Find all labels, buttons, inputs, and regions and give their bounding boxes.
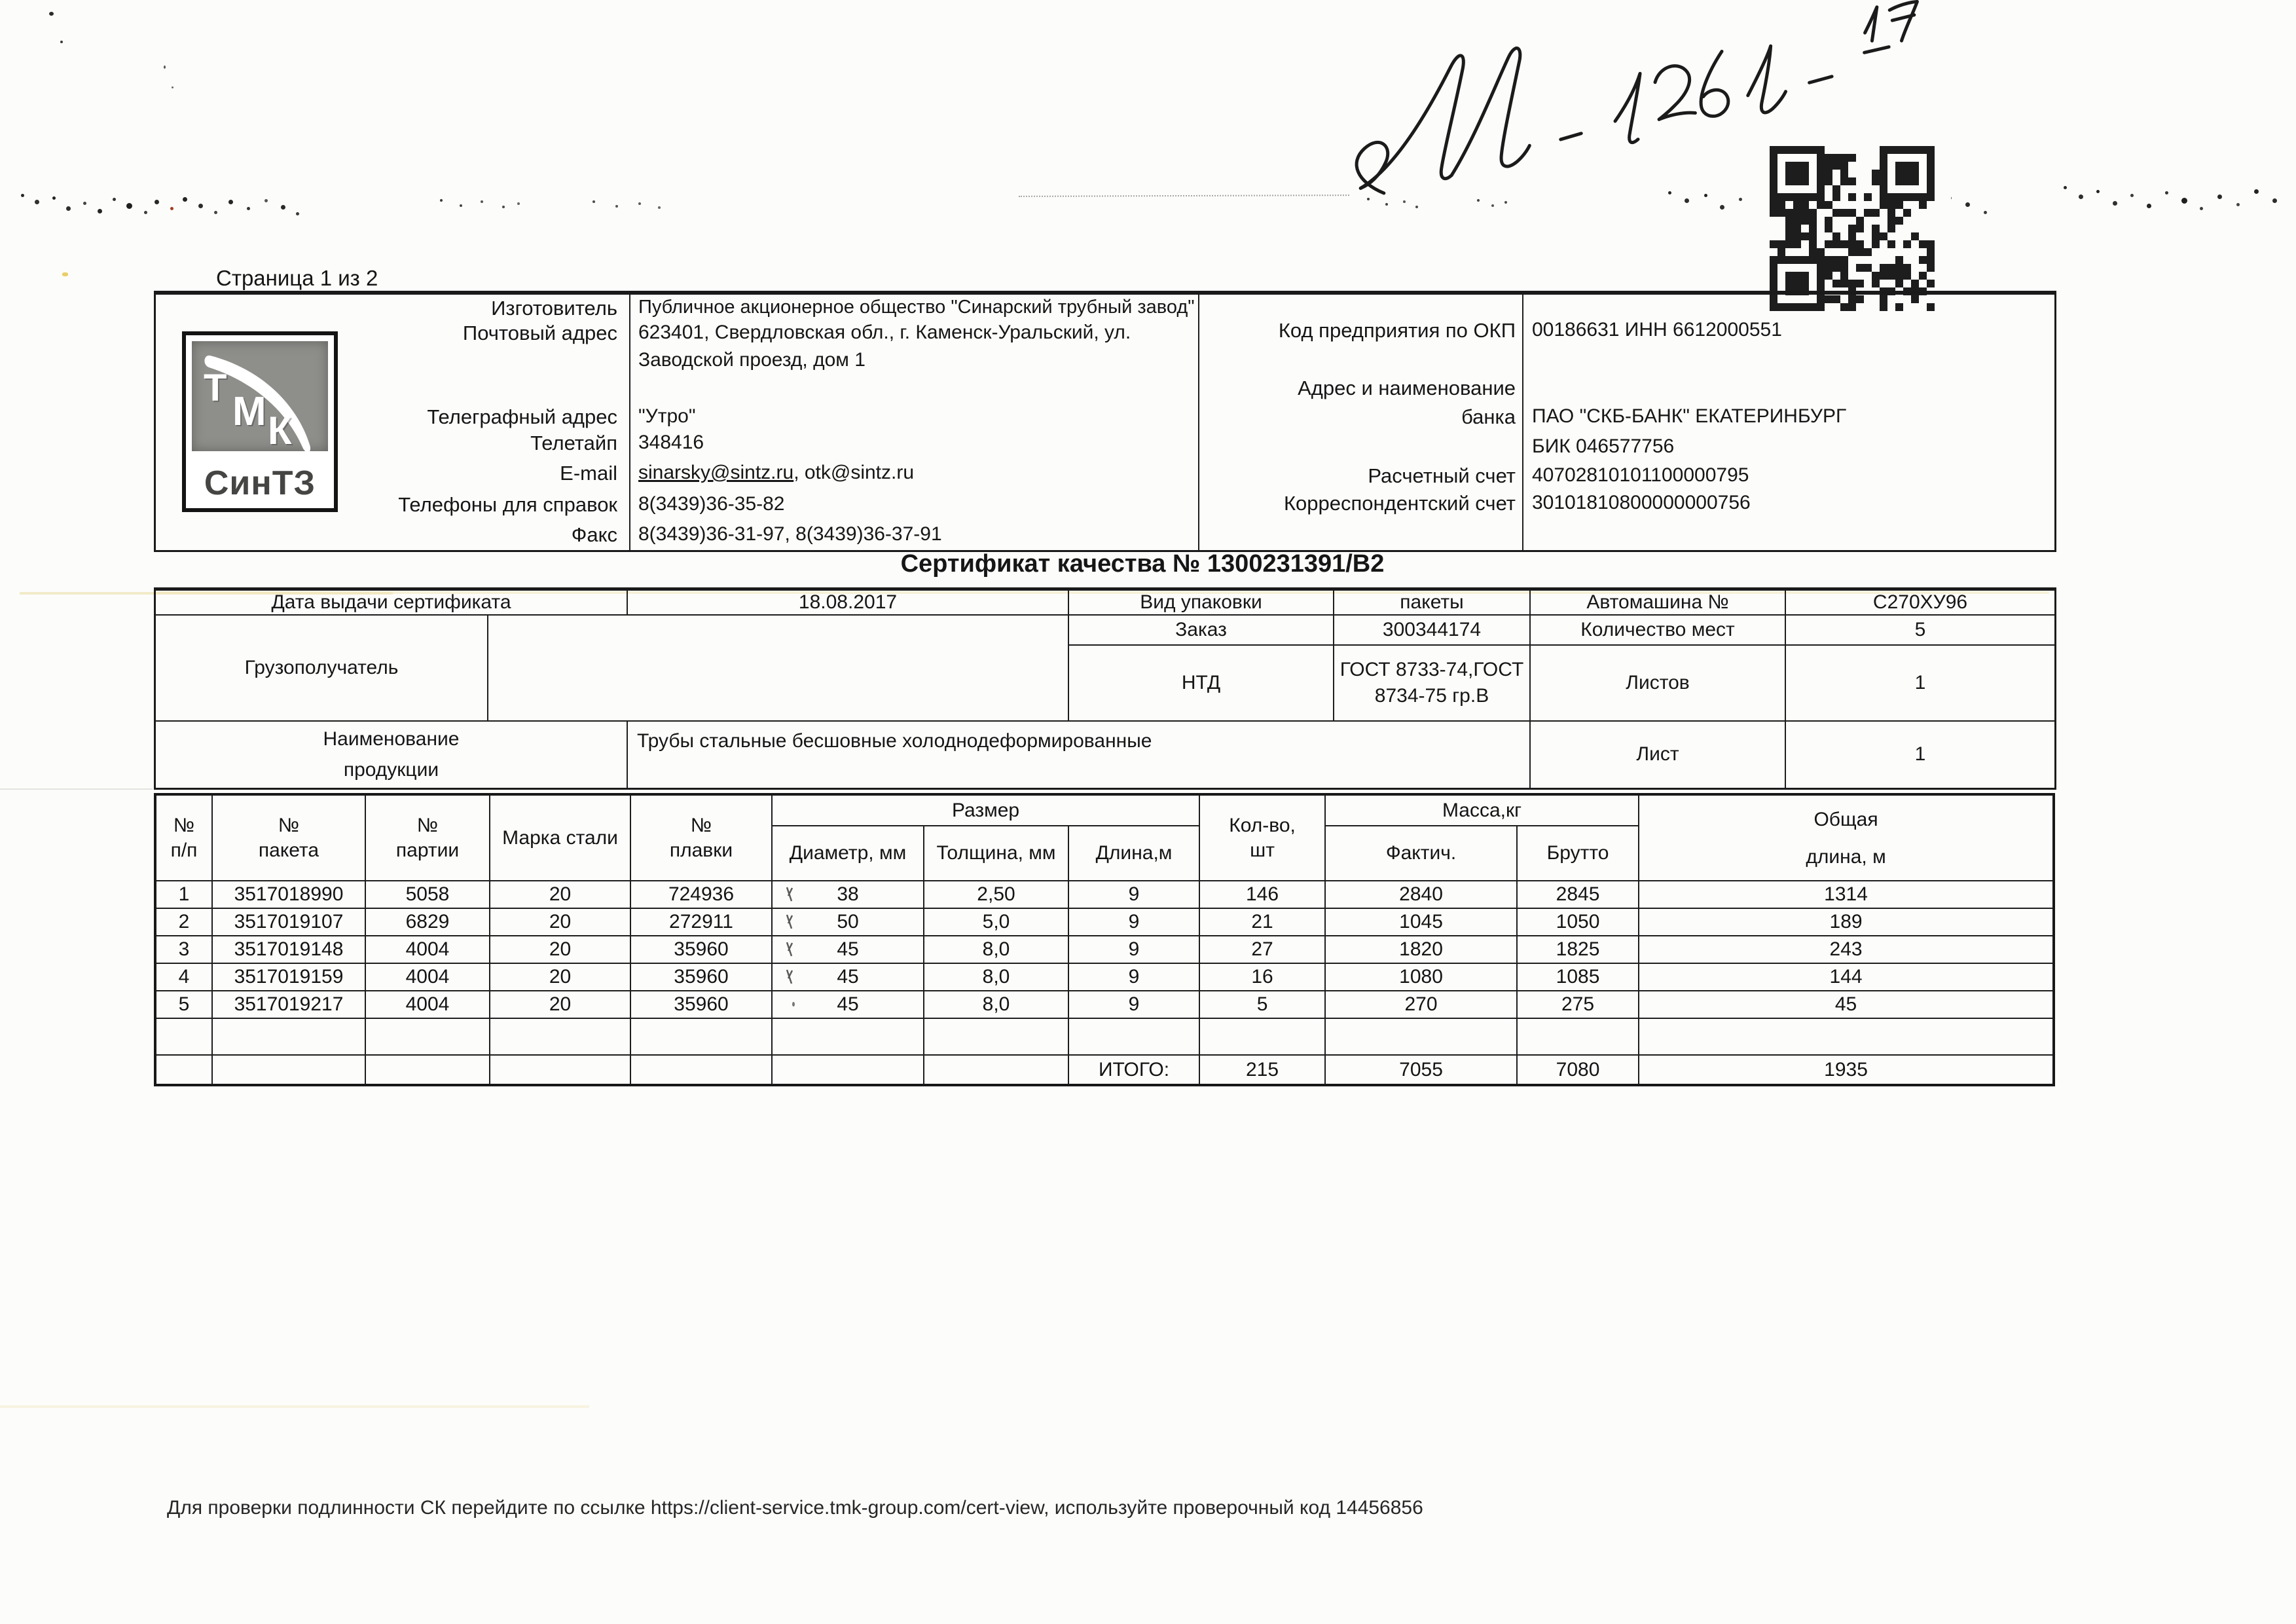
email-label: E-mail bbox=[560, 462, 617, 485]
cell-fact: 270 bbox=[1325, 991, 1517, 1018]
scan-noise-band bbox=[592, 200, 595, 203]
table-row bbox=[155, 963, 2054, 991]
cell-num: 3 bbox=[155, 936, 212, 963]
corr-account-value: 30101810800000000756 bbox=[1532, 492, 1751, 513]
cell-qty: 16 bbox=[1199, 963, 1325, 991]
cell-batch: 4004 bbox=[365, 991, 490, 1018]
cell-melt: 35960 bbox=[630, 936, 772, 963]
cell-num: 2 bbox=[155, 908, 212, 936]
cell-fact: 1045 bbox=[1325, 908, 1517, 936]
scan-dotted-line bbox=[1019, 194, 1349, 197]
handwritten-mark bbox=[792, 1002, 795, 1006]
cell-batch: 6829 bbox=[365, 908, 490, 936]
logo-letter-t: Т bbox=[204, 367, 227, 409]
cell-steel: 20 bbox=[490, 936, 630, 963]
cell-package: 3517019217 bbox=[212, 991, 365, 1018]
col-header-steel: Марка стали bbox=[490, 794, 630, 881]
okp-value: 00186631 ИНН 6612000551 bbox=[1532, 319, 1782, 341]
cell-steel: 20 bbox=[490, 908, 630, 936]
cell-qty: 27 bbox=[1199, 936, 1325, 963]
cell-num: 5 bbox=[155, 991, 212, 1018]
telegraph-value: "Утро" bbox=[638, 405, 696, 427]
cell-length: 9 bbox=[1068, 991, 1199, 1018]
cell-thickness: 8,0 bbox=[924, 936, 1068, 963]
cell-total-length: 243 bbox=[1639, 936, 2054, 963]
totals-row bbox=[155, 1055, 2054, 1085]
table-row bbox=[155, 881, 2054, 908]
telegraph-label: Телеграфный адрес bbox=[427, 405, 617, 428]
handwritten-tick bbox=[784, 885, 797, 904]
sheet-label-cell: Лист bbox=[1531, 722, 1786, 788]
email-address: sinarsky@sintz.ru bbox=[638, 462, 794, 483]
product-label-cell bbox=[156, 722, 628, 788]
table-row bbox=[155, 936, 2054, 963]
totals-fact: 7055 bbox=[1325, 1055, 1517, 1085]
date-value-cell: 18.08.2017 bbox=[628, 591, 1069, 616]
email-value bbox=[638, 462, 914, 484]
order-label-cell: Заказ bbox=[1069, 616, 1334, 646]
cell-length: 9 bbox=[1068, 881, 1199, 908]
cell-total-length: 144 bbox=[1639, 963, 2054, 991]
cell-length: 9 bbox=[1068, 936, 1199, 963]
certificate-info-table bbox=[154, 587, 2056, 790]
bank-name-value: ПАО "СКБ-БАНК" ЕКАТЕРИНБУРГ bbox=[1532, 405, 1847, 427]
order-value-cell: 300344174 bbox=[1334, 616, 1531, 646]
cell-gross: 1825 bbox=[1517, 936, 1639, 963]
cell-gross: 2845 bbox=[1517, 881, 1639, 908]
fax-label: Факс bbox=[571, 523, 617, 546]
col-header-total-length: Общая длина, м bbox=[1639, 794, 2054, 881]
scan-speck bbox=[49, 12, 54, 16]
col-header-melt: № плавки bbox=[630, 794, 772, 881]
sheet-value-cell: 1 bbox=[1914, 743, 1926, 766]
product-value-cell bbox=[628, 722, 1531, 788]
cell-melt: 272911 bbox=[630, 908, 772, 936]
totals-qty: 215 bbox=[1199, 1055, 1325, 1085]
cell-fact: 1820 bbox=[1325, 936, 1517, 963]
cell-diameter: 38 bbox=[772, 881, 924, 908]
truck-value-cell: С270ХУ96 bbox=[1786, 591, 2054, 616]
cell-gross: 1050 bbox=[1517, 908, 1639, 936]
cell-thickness: 8,0 bbox=[924, 963, 1068, 991]
divider bbox=[629, 295, 630, 550]
handwritten-tick bbox=[784, 913, 797, 931]
group-header-mass: Масса,кг bbox=[1325, 794, 1639, 826]
sheets-value-cell: 1 bbox=[1786, 646, 2054, 722]
phones-value: 8(3439)36-35-82 bbox=[638, 493, 785, 515]
col-header-package: № пакета bbox=[212, 794, 365, 881]
col-header-num: № п/п bbox=[155, 794, 212, 881]
certificate-title: Сертификат качества № 1300231391/В2 bbox=[900, 550, 1385, 578]
cell-package: 3517019148 bbox=[212, 936, 365, 963]
totals-length: 1935 bbox=[1639, 1055, 2054, 1085]
cell-thickness: 5,0 bbox=[924, 908, 1068, 936]
cell-diameter: 50 bbox=[772, 908, 924, 936]
consignee-value-cell bbox=[488, 616, 1069, 722]
scan-noise-band bbox=[2064, 186, 2067, 189]
col-header-thickness: Толщина, мм bbox=[924, 826, 1068, 881]
manufacturer-label: Изготовитель bbox=[491, 297, 617, 320]
cell-qty: 21 bbox=[1199, 908, 1325, 936]
cell-num: 4 bbox=[155, 963, 212, 991]
consignee-label-cell: Грузополучатель bbox=[156, 616, 488, 722]
cell-steel: 20 bbox=[490, 991, 630, 1018]
email-address-2: , otk@sintz.ru bbox=[793, 462, 915, 483]
account-value: 40702810101100000795 bbox=[1532, 464, 1749, 486]
cell-batch: 4004 bbox=[365, 936, 490, 963]
teletype-label: Телетайп bbox=[530, 432, 617, 454]
date-label-cell: Дата выдачи сертификата bbox=[156, 591, 628, 616]
scan-speck bbox=[172, 86, 173, 88]
corr-account-label: Корреспондентский счет bbox=[1284, 492, 1516, 515]
cell-thickness: 8,0 bbox=[924, 991, 1068, 1018]
header-box bbox=[154, 291, 2056, 552]
group-header-size: Размер bbox=[772, 794, 1199, 826]
divider bbox=[1198, 295, 1199, 550]
cell-package: 3517018990 bbox=[212, 881, 365, 908]
cell-melt: 35960 bbox=[630, 991, 772, 1018]
logo-letter-m: М bbox=[232, 389, 266, 434]
table-header-row bbox=[155, 794, 2054, 826]
handwritten-tick bbox=[784, 968, 797, 986]
cell-num: 1 bbox=[155, 881, 212, 908]
ntd-label-cell: НТД bbox=[1069, 646, 1334, 722]
cell-melt: 724936 bbox=[630, 881, 772, 908]
product-name: Трубы стальные бесшовные холоднодеформированные bbox=[637, 730, 1152, 752]
scan-noise-band bbox=[440, 199, 443, 202]
cell-fact: 1080 bbox=[1325, 963, 1517, 991]
col-header-fact: Фактич. bbox=[1325, 826, 1517, 881]
cell-package: 3517019159 bbox=[212, 963, 365, 991]
verification-footer: Для проверки подлинности СК перейдите по ссылке https://client-service.tmk-group.com/cert-view, используйте проверочный код 14456856 bbox=[167, 1497, 1423, 1519]
col-header-gross: Брутто bbox=[1517, 826, 1639, 881]
scan-artifact-line bbox=[0, 788, 153, 790]
col-header-batch: № партии bbox=[365, 794, 490, 881]
page-label: Страница 1 из 2 bbox=[216, 266, 378, 290]
cell-length: 9 bbox=[1068, 908, 1199, 936]
totals-gross: 7080 bbox=[1517, 1055, 1639, 1085]
col-header-diameter: Диаметр, мм bbox=[772, 826, 924, 881]
cell-thickness: 2,50 bbox=[924, 881, 1068, 908]
col-header-qty: Кол-во, шт bbox=[1199, 794, 1325, 881]
cell-diameter: 45 bbox=[772, 936, 924, 963]
cell-qty: 146 bbox=[1199, 881, 1325, 908]
fax-value: 8(3439)36-31-97, 8(3439)36-37-91 bbox=[638, 523, 942, 545]
cell-steel: 20 bbox=[490, 963, 630, 991]
pipes-table bbox=[154, 793, 2055, 1086]
col-header-length: Длина,м bbox=[1068, 826, 1199, 881]
okp-label: Код предприятия по ОКП bbox=[1278, 319, 1516, 342]
cell-fact: 2840 bbox=[1325, 881, 1517, 908]
postal-label: Почтовый адрес bbox=[462, 322, 617, 344]
account-label: Расчетный счет bbox=[1368, 464, 1516, 487]
cell-diameter: 45 bbox=[772, 963, 924, 991]
cell-gross: 275 bbox=[1517, 991, 1639, 1018]
bank-name-label-2: банка bbox=[1461, 405, 1516, 428]
table-row bbox=[155, 991, 2054, 1018]
sheets-label-cell: Листов bbox=[1531, 646, 1786, 722]
postal-value: 623401, Свердловская обл., г. Каменск-Уральский, ул. bbox=[638, 322, 1131, 343]
ntd-value-cell: ГОСТ 8733-74,ГОСТ 8734-75 гр.В bbox=[1334, 646, 1531, 722]
phones-label: Телефоны для справок bbox=[398, 493, 617, 516]
cell-total-length: 45 bbox=[1639, 991, 2054, 1018]
cell-diameter: 45 bbox=[772, 991, 924, 1018]
places-value-cell: 5 bbox=[1786, 616, 2054, 646]
scan-noise-band bbox=[21, 194, 24, 197]
divider bbox=[1522, 295, 1523, 550]
product-label-line2: продукции bbox=[343, 758, 439, 781]
packaging-value-cell: пакеты bbox=[1334, 591, 1531, 616]
scan-speck bbox=[164, 65, 166, 69]
cell-package: 3517019107 bbox=[212, 908, 365, 936]
places-label-cell: Количество мест bbox=[1531, 616, 1786, 646]
logo-letter-k: К bbox=[268, 409, 292, 452]
logo-subtitle: СинТЗ bbox=[204, 464, 316, 502]
teletype-value: 348416 bbox=[638, 432, 704, 453]
cell-steel: 20 bbox=[490, 881, 630, 908]
table-row bbox=[155, 908, 2054, 936]
truck-label-cell: Автомашина № bbox=[1531, 591, 1786, 616]
scan-artifact-line bbox=[0, 1405, 589, 1408]
cell-qty: 5 bbox=[1199, 991, 1325, 1018]
totals-label: ИТОГО: bbox=[1068, 1055, 1199, 1085]
bik-value: БИК 046577756 bbox=[1532, 435, 1675, 457]
empty-row bbox=[155, 1018, 2054, 1055]
manufacturer-value: Публичное акционерное общество "Синарский трубный завод" bbox=[638, 297, 1195, 318]
product-label-line1: Наименование bbox=[323, 728, 460, 750]
bank-name-label-1: Адрес и наименование bbox=[1298, 377, 1516, 399]
cell-gross: 1085 bbox=[1517, 963, 1639, 991]
cell-length: 9 bbox=[1068, 963, 1199, 991]
packaging-label-cell: Вид упаковки bbox=[1069, 591, 1334, 616]
cell-total-length: 1314 bbox=[1639, 881, 2054, 908]
postal-value-2: Заводской проезд, дом 1 bbox=[638, 349, 866, 371]
cell-batch: 4004 bbox=[365, 963, 490, 991]
scan-speck bbox=[60, 41, 63, 43]
cell-total-length: 189 bbox=[1639, 908, 2054, 936]
cell-melt: 35960 bbox=[630, 963, 772, 991]
handwritten-tick bbox=[784, 940, 797, 959]
cell-batch: 5058 bbox=[365, 881, 490, 908]
qr-code bbox=[1753, 145, 1951, 314]
scan-speck bbox=[62, 272, 68, 276]
